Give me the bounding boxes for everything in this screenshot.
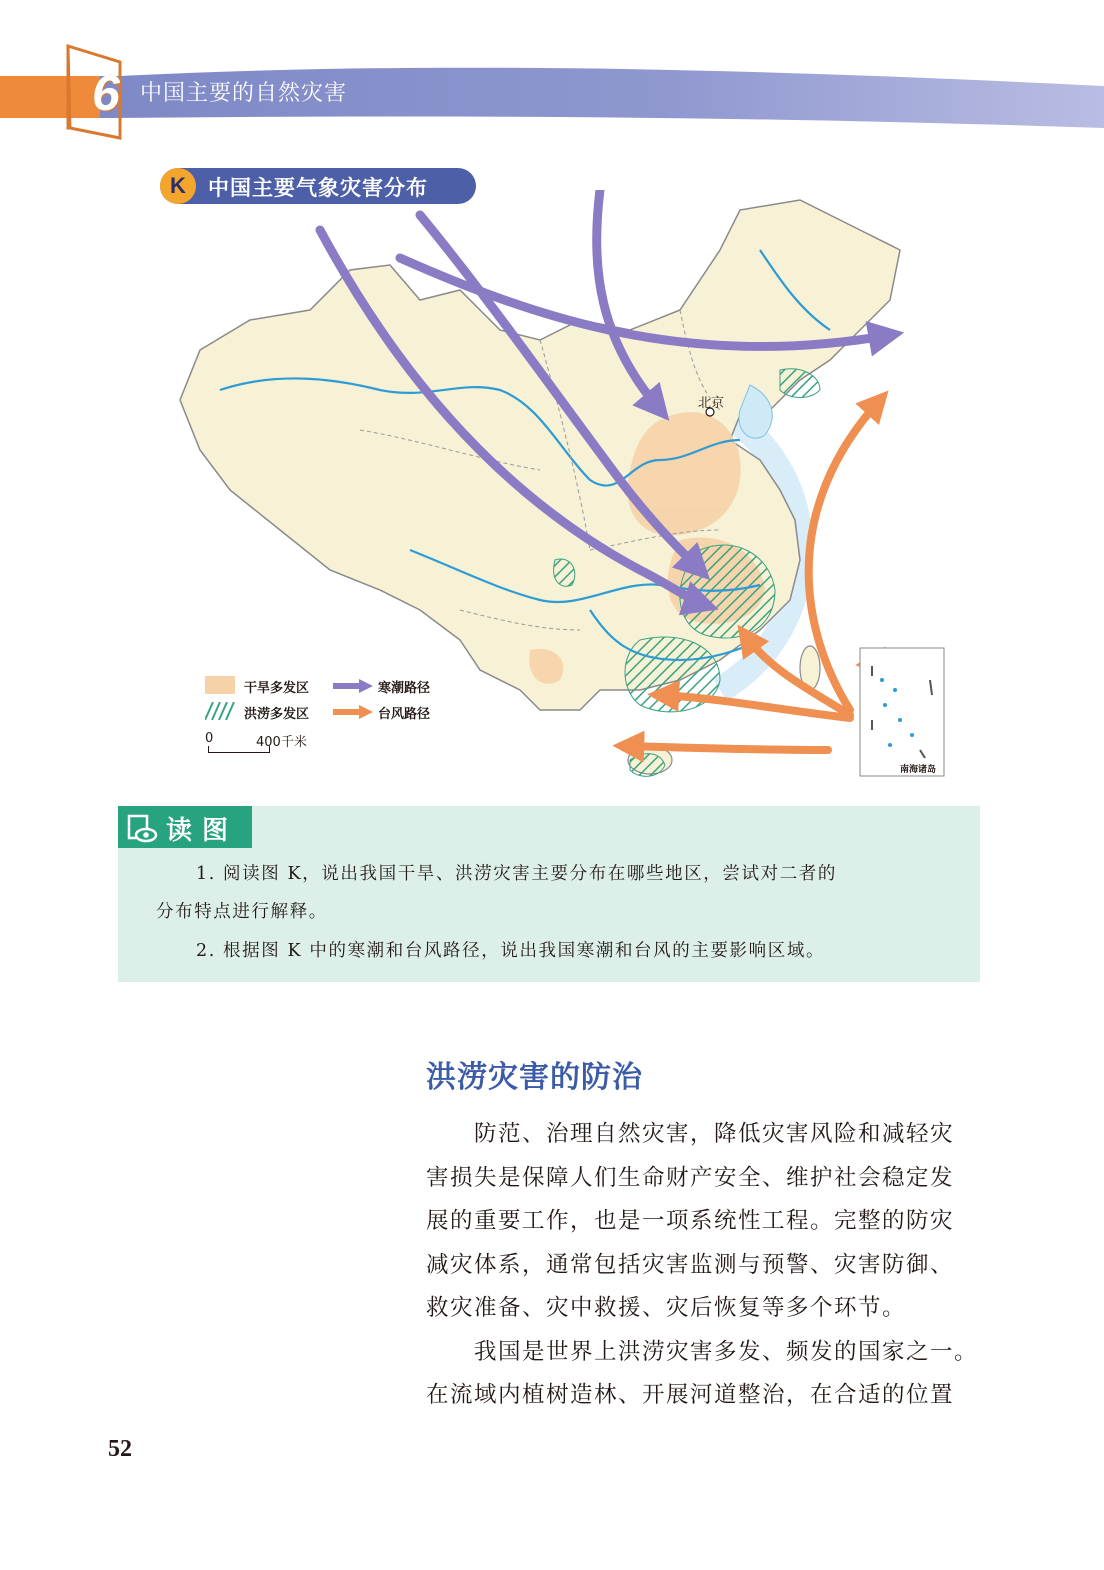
body-line-4: 减灾体系，通常包括灾害监测与预警、灾害防御、 [426,1252,955,1278]
page-number: 52 [108,1436,132,1462]
south-sea-inset [860,648,944,776]
chapter-number: 6 [92,65,120,121]
legend-flood-label: 洪涝多发区 [244,707,310,722]
reading-label: 读图 [166,816,239,846]
body-line-6: 我国是世界上洪涝灾害多发、频发的国家之一。 [474,1339,979,1365]
question-1-line-2: 分布特点进行解释。 [156,902,328,922]
legend-typhoon-label: 台风路径 [378,707,431,722]
legend-dry-swatch [205,676,235,694]
legend-cold-wave-arrow [333,678,373,694]
body-line-3: 展的重要工作，也是一项系统性工程。完整的防灾 [426,1208,955,1234]
scale-zero: 0 [205,731,214,746]
legend-typhoon-arrow [333,704,373,720]
legend-flood-swatch [205,702,235,720]
chapter-title: 中国主要的自然灾害 [140,81,348,106]
legend-dry-label: 干旱多发区 [244,681,310,696]
inset-label: 南海诸岛 [900,765,937,775]
beijing-label: 北京 [698,396,725,411]
scale-bar [208,746,270,753]
body-line-1: 防范、治理自然灾害，降低灾害风险和减轻灾 [474,1121,955,1147]
body-line-7: 在流域内植树造林、开展河道整治，在合适的位置 [426,1382,955,1408]
figure-letter-badge: K [160,168,196,204]
scale-value: 400千米 [256,735,307,750]
chapter-header-band [0,0,1104,150]
section-title: 洪涝灾害的防治 [426,1060,643,1095]
legend-cold-wave-label: 寒潮路径 [378,681,431,696]
reading-eye-icon [126,813,158,843]
disaster-map [160,190,960,790]
question-1-line-1: 1. 阅读图 K，说出我国干旱、洪涝灾害主要分布在哪些地区，尝试对二者的 [196,864,837,884]
body-line-2: 害损失是保障人们生命财产安全、维护社会稳定发 [426,1165,955,1191]
body-line-5: 救灾准备、灾中救援、灾后恢复等多个环节。 [426,1295,907,1321]
figure-title: 中国主要气象灾害分布 [208,176,428,200]
question-2: 2. 根据图 K 中的寒潮和台风路径，说出我国寒潮和台风的主要影响区域。 [196,941,826,961]
